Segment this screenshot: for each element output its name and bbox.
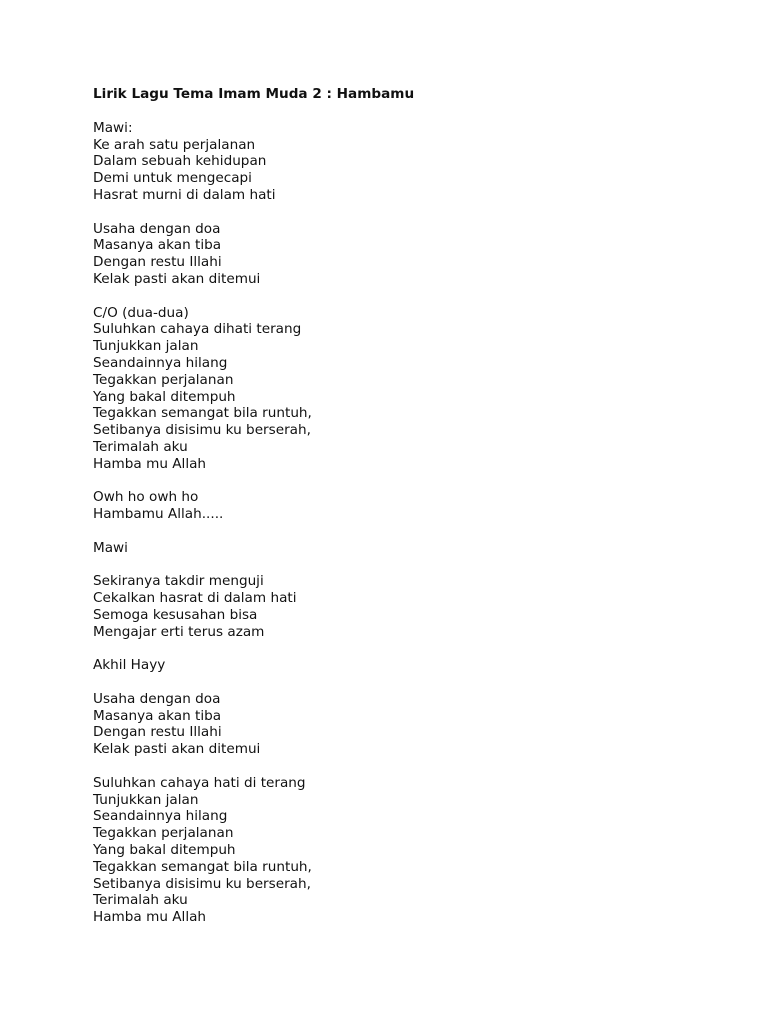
lyrics-line: Terimalah aku xyxy=(93,892,188,909)
lyrics-stanza xyxy=(93,573,733,640)
lyrics-stanza xyxy=(93,691,733,758)
lyrics-stanza xyxy=(93,221,733,288)
lyrics-line: Terimalah aku xyxy=(93,438,188,455)
lyrics-line: Setibanya disisimu ku berserah, xyxy=(93,875,311,892)
lyrics-line: Demi untuk mengecapi xyxy=(93,170,252,187)
lyrics-line: Dengan restu Illahi xyxy=(93,254,222,271)
lyrics-line: Tegakkan perjalanan xyxy=(93,371,234,388)
lyrics-line: Dalam sebuah kehidupan xyxy=(93,153,267,170)
lyrics-stanza xyxy=(93,489,733,523)
lyrics-line: Tegakkan semangat bila runtuh, xyxy=(93,405,312,422)
lyrics-line: Tunjukkan jalan xyxy=(93,338,199,355)
lyrics-stanza xyxy=(93,657,733,674)
lyrics-line: Mawi: xyxy=(93,119,133,136)
lyrics-line: Mawi xyxy=(93,539,128,556)
lyrics-line: Akhil Hayy xyxy=(93,657,166,674)
lyrics-line: Hasrat murni di dalam hati xyxy=(93,186,276,203)
lyrics-line: Seandainnya hilang xyxy=(93,354,228,371)
lyrics-line: Masanya akan tiba xyxy=(93,707,222,724)
document-page xyxy=(93,86,733,943)
lyrics-line: Yang bakal ditempuh xyxy=(93,388,236,405)
lyrics-line: Suluhkan cahaya hati di terang xyxy=(93,774,306,791)
lyrics-stanza xyxy=(93,305,733,473)
lyrics-line: Ke arah satu perjalanan xyxy=(93,136,256,153)
lyrics-line: Kelak pasti akan ditemui xyxy=(93,741,261,758)
lyrics-line: Hambamu Allah..... xyxy=(93,506,224,523)
lyrics-line: Tegakkan semangat bila runtuh, xyxy=(93,858,312,875)
lyrics-stanza xyxy=(93,540,733,557)
lyrics-line: Tegakkan perjalanan xyxy=(93,825,234,842)
lyrics-stanza xyxy=(93,120,733,204)
lyrics-body xyxy=(93,120,733,926)
lyrics-line: Setibanya disisimu ku berserah, xyxy=(93,422,311,439)
lyrics-line: C/O (dua-dua) xyxy=(93,304,189,321)
lyrics-line: Cekalkan hasrat di dalam hati xyxy=(93,590,297,607)
lyrics-line: Masanya akan tiba xyxy=(93,237,222,254)
lyrics-stanza xyxy=(93,775,733,926)
lyrics-line: Tunjukkan jalan xyxy=(93,791,199,808)
lyrics-line: Seandainnya hilang xyxy=(93,808,228,825)
lyrics-line: Hamba mu Allah xyxy=(93,455,207,472)
lyrics-line: Usaha dengan doa xyxy=(93,220,221,237)
lyrics-line: Usaha dengan doa xyxy=(93,690,221,707)
lyrics-line: Sekiranya takdir menguji xyxy=(93,573,264,590)
lyrics-line: Semoga kesusahan bisa xyxy=(93,606,258,623)
lyrics-line: Owh ho owh ho xyxy=(93,489,199,506)
document-title: Lirik Lagu Tema Imam Muda 2 : Hambamu xyxy=(93,86,415,102)
lyrics-line: Kelak pasti akan ditemui xyxy=(93,270,261,287)
lyrics-line: Suluhkan cahaya dihati terang xyxy=(93,321,302,338)
lyrics-line: Dengan restu Illahi xyxy=(93,724,222,741)
lyrics-line: Mengajar erti terus azam xyxy=(93,623,265,640)
lyrics-line: Hamba mu Allah xyxy=(93,909,207,926)
lyrics-line: Yang bakal ditempuh xyxy=(93,842,236,859)
